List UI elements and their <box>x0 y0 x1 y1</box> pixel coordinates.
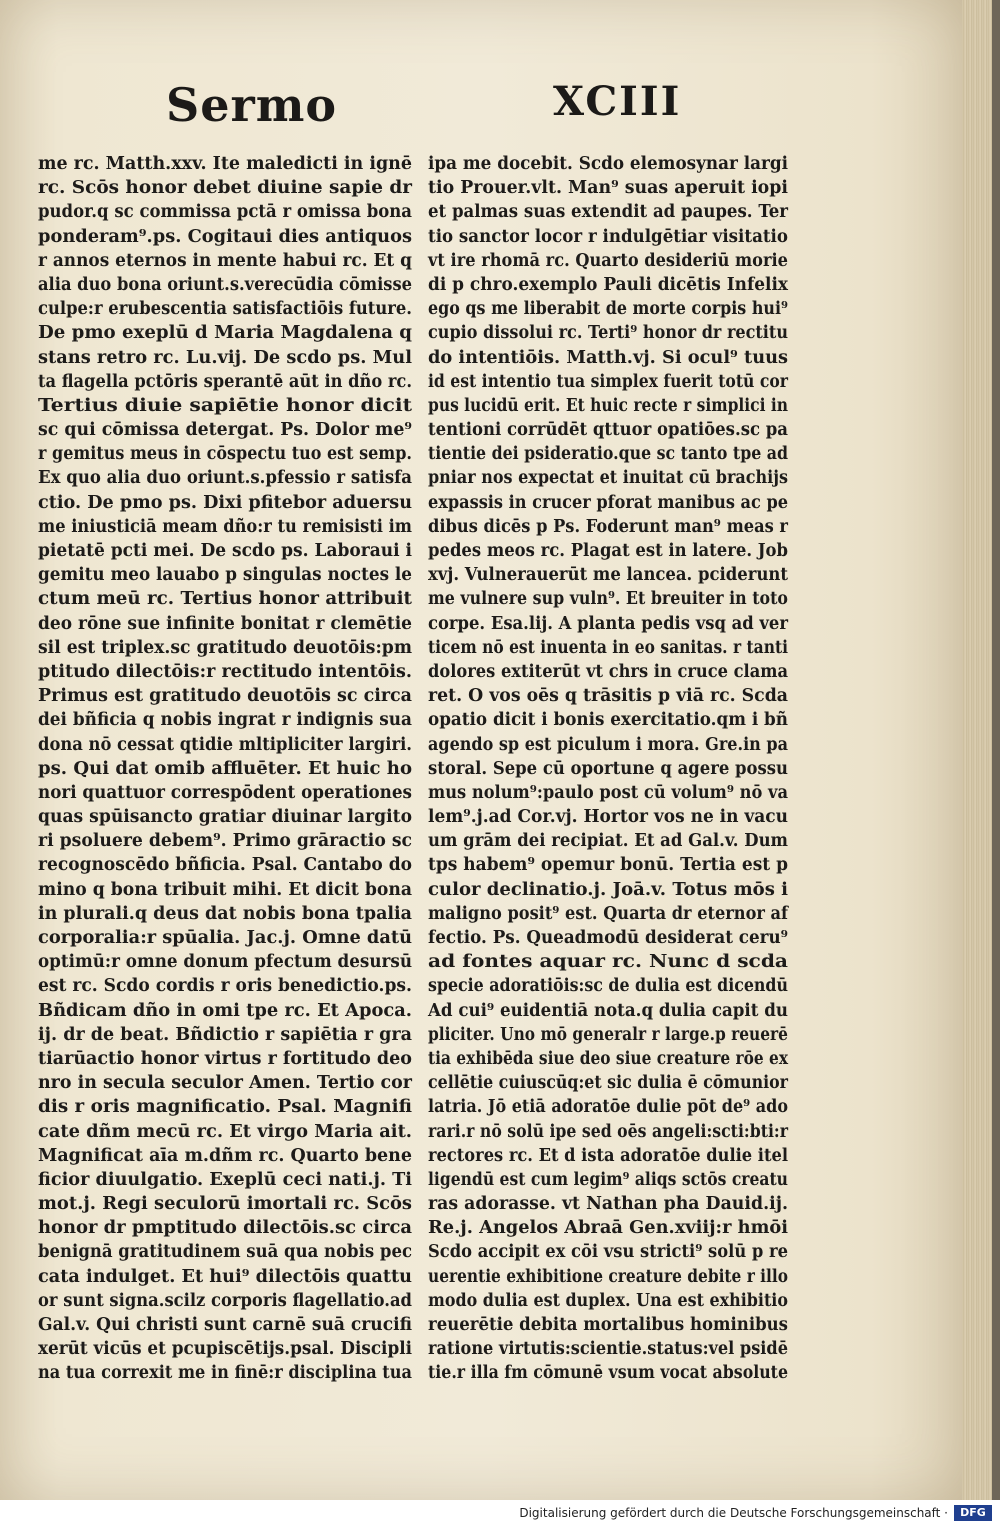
text-line: fectio. Ps. Queadmodū desiderat ceru⁹ <box>428 928 788 948</box>
text-line: agendo sp est piculum i mora. Gre.in pa <box>428 734 788 755</box>
text-line: me iniusticiā meam dño:r tu remisisti im <box>38 516 412 537</box>
text-line: quas spūisancto gratiar diuinar largito <box>38 807 412 828</box>
text-line: pniar nos expectat et inuitat cū brachijs <box>428 468 788 489</box>
text-line: ctio. De pmo ps. Dixi pfitebor aduersu <box>38 492 412 513</box>
text-line: lem⁹.j.ad Cor.vj. Hortor vos ne in vacu <box>428 807 788 828</box>
text-line: tiarūactio honor virtus r fortitudo deo <box>38 1048 412 1069</box>
text-line: cellētie cuiuscūq:et sic dulia ē cōmunior <box>428 1073 788 1094</box>
text-line: tie.r illa fm cōmunē vsum vocat absolute <box>428 1363 788 1384</box>
text-column-right <box>428 152 837 1386</box>
text-line: tientie dei psideratio.que sc tanto tpe ad <box>428 444 788 465</box>
text-line: me rc. Matth.xxv. Ite maledicti in ignē <box>38 154 412 174</box>
text-line: na tua correxit me in finē:r disciplina tua <box>38 1363 412 1384</box>
text-line: nori quattuor correspōdent operationes <box>38 782 412 803</box>
text-line: mus nolum⁹:paulo post cū volum⁹ nō va <box>428 782 788 803</box>
text-line: recognoscēdo bñficia. Psal. Cantabo do <box>38 855 412 876</box>
text-line: me vulnere sup vuln⁹. Et breuiter in toto <box>428 589 788 610</box>
page-edges <box>962 0 1000 1500</box>
text-line: dolores extiterūt vt chrs in cruce clama <box>428 661 788 682</box>
funding-credit: Digitalisierung gefördert durch die Deutsche Forschungsgemeinschaft · <box>519 1506 948 1520</box>
text-line: Bñdicam dño in omi tpe rc. Et Apoca. <box>38 1000 412 1021</box>
text-line: or sunt signa.scilz corporis flagellatio.ad <box>38 1290 412 1311</box>
text-line: corpe. Esa.lij. A planta pedis vsq ad ver <box>428 613 788 634</box>
dfg-logo-icon: DFG <box>954 1505 992 1521</box>
text-line: ratione virtutis:scientie.status:vel psidē <box>428 1339 788 1360</box>
text-line: benignā gratitudinem suā qua nobis pec <box>38 1242 412 1263</box>
text-line: rectores rc. Et d ista adoratōe dulie itel <box>428 1145 788 1166</box>
text-line: dona nō cessat qtidie mltipliciter largiri. <box>38 734 412 755</box>
text-line: dibus dicēs p Ps. Foderunt man⁹ meas r <box>428 516 788 537</box>
text-line: Magnificat aīa m.dñm rc. Quarto bene <box>38 1145 412 1166</box>
text-line: ipa me docebit. Scdo elemosynar largi <box>428 154 788 174</box>
text-line: pietatē pcti mei. De scdo ps. Laboraui i <box>38 541 412 561</box>
text-line: sc qui cōmissa detergat. Ps. Dolor me⁹ <box>38 420 412 441</box>
text-line: xvj. Vulnerauerūt me lancea. pciderunt <box>428 565 788 586</box>
text-line: id est intentio tua simplex fuerit totū cor <box>428 371 788 392</box>
text-line: alia duo bona oriunt.s.verecūdia cōmisse <box>38 274 412 295</box>
text-line: tia exhibēda siue deo siue creature rōe ex <box>428 1048 788 1069</box>
text-line: dei bñficia q nobis ingrat r indignis sua <box>38 710 412 731</box>
text-line: honor dr pmptitudo dilectōis.sc circa <box>38 1218 412 1239</box>
text-line: tio sanctor locor r indulgētiar visitatio <box>428 226 788 247</box>
text-line: mot.j. Regi seculorū imortali rc. Scōs <box>38 1194 413 1215</box>
footer-bar <box>0 1500 1000 1527</box>
text-line: uerentie exhibitione creature debite r illo <box>428 1266 788 1287</box>
text-line: storal. Sepe cū oportune q agere possu <box>428 758 788 779</box>
text-line: in plurali.q deus dat nobis bona tpalia <box>38 903 412 924</box>
text-line: Ad cui⁹ euidentiā nota.q dulia capit du <box>428 1000 788 1021</box>
text-line: Tertius diuie sapiētie honor dicit <box>38 395 412 416</box>
text-line: r gemitus meus in cōspectu tuo est semp. <box>38 444 412 465</box>
text-line: ticem nō est inuenta in eo sanitas. r tanti <box>428 637 788 658</box>
text-line: Scdo accipit ex cōi vsu stricti⁹ solū p re <box>428 1242 788 1263</box>
text-line: sil est triplex.sc gratitudo deuotōis:pm <box>38 637 412 658</box>
text-line: stans retro rc. Lu.vij. De scdo ps. Mul <box>38 347 412 368</box>
text-line: Ex quo alia duo oriunt.s.pfessio r satisfa <box>38 468 412 489</box>
text-line: est rc. Scdo cordis r oris benedictio.ps. <box>38 976 412 997</box>
text-line: ps. Qui dat omib affluēter. Et huic ho <box>38 758 412 779</box>
text-line: ponderam⁹.ps. Cogitaui dies antiquos <box>38 226 412 247</box>
text-line: tentioni corrūdēt qttuor opatiōes.sc pa <box>428 420 788 441</box>
text-line: corporalia:r spūalia. Jac.j. Omne datū <box>38 928 412 948</box>
text-line: latria. Jō etiā adoratōe dulie pōt de⁹ ado <box>428 1097 788 1118</box>
text-line: um grām dei recipiat. Et ad Gal.v. Dum <box>428 831 788 852</box>
running-heading-left: Sermo <box>166 78 338 132</box>
text-line: mino q bona tribuit mihi. Et dicit bona <box>38 879 412 900</box>
text-line: vt ire rhomā rc. Quarto desideriū morie <box>428 250 788 271</box>
text-line: expassis in crucer pforat manibus ac pe <box>428 492 788 513</box>
text-line: dis r oris magnificatio. Psal. Magnifi <box>38 1097 412 1118</box>
text-line: ret. O vos oēs q trāsitis p viā rc. Scda <box>428 686 788 707</box>
text-line: rc. Scōs honor debet diuine sapie dr <box>38 178 412 199</box>
text-line: pliciter. Uno mō generalr r large.p reuerē <box>428 1024 788 1045</box>
text-line: nro in secula seculor Amen. Tertio cor <box>38 1073 412 1094</box>
text-line: di p chro.exemplo Pauli dicētis Infelix <box>428 274 788 295</box>
text-line: Primus est gratitudo deuotōis sc circa <box>38 686 412 707</box>
text-line: tps habem⁹ opemur bonū. Tertia est p <box>428 855 788 876</box>
text-line: opatio dicit i bonis exercitatio.qm i bñ <box>428 710 788 731</box>
text-line: ligendū est cum legim⁹ aliqs sctōs creatu <box>428 1169 788 1190</box>
text-line: cupio dissolui rc. Terti⁹ honor dr rectitu <box>428 323 788 344</box>
text-line: ficior diuulgatio. Exeplū ceci nati.j. Ti <box>38 1169 412 1190</box>
folio-number: XCIII <box>553 78 682 125</box>
text-line: Re.j. Angelos Abraā Gen.xviij:r hmōi <box>428 1218 788 1239</box>
text-line: ctum meū rc. Tertius honor attribuit <box>38 589 412 610</box>
text-line: Gal.v. Qui christi sunt carnē suā crucifi <box>38 1315 412 1335</box>
text-line: do intentiōis. Matth.vj. Si ocul⁹ tuus <box>428 347 788 368</box>
text-line: culpe:r erubescentia satisfactiōis future. <box>38 299 412 320</box>
text-line: pudor.q sc commissa pctā r omissa bona <box>38 202 412 223</box>
text-line: maligno posit⁹ est. Quarta dr eternor af <box>428 903 788 924</box>
text-line: reuerētie debita mortalibus hominibus <box>428 1315 788 1335</box>
text-line: ri psoluere debem⁹. Primo grāractio sc <box>38 831 412 852</box>
text-line: ras adorasse. vt Nathan pha Dauid.ij. <box>428 1194 788 1215</box>
text-line: ta flagella pctōris sperantē aūt in dño rc. <box>38 371 412 392</box>
text-line: optimū:r omne donum pfectum desursū <box>38 952 412 973</box>
text-line: tio Prouer.vlt. Man⁹ suas aperuit iopi <box>428 178 788 199</box>
text-line: rari.r nō solū ipe sed oēs angeli:scti:bti:r <box>428 1121 788 1142</box>
text-line: cate dñm mecū rc. Et virgo Maria ait. <box>38 1121 412 1142</box>
text-line: specie adoratiōis:sc de dulia est dicendū <box>428 976 788 997</box>
text-line: deo rōne sue infinite bonitat r clemētie <box>38 613 412 634</box>
text-line: ad fontes aquar rc. Nunc d scda <box>428 952 788 973</box>
text-line: pus lucidū erit. Et huic recte r simplici in <box>428 395 788 416</box>
text-line: ptitudo dilectōis:r rectitudo intentōis. <box>38 661 412 682</box>
text-line: pedes meos rc. Plagat est in latere. Job <box>428 541 788 561</box>
text-line: r annos eternos in mente habui rc. Et q <box>38 250 412 271</box>
text-line: gemitu meo lauabo p singulas noctes le <box>38 565 412 586</box>
text-line: De pmo exeplū d Maria Magdalena q <box>38 323 413 344</box>
text-line: ij. dr de beat. Bñdictio r sapiētia r gra <box>38 1024 412 1045</box>
text-line: ego qs me liberabit de morte corpis hui⁹ <box>428 299 788 320</box>
text-line: culor declinatio.j. Joā.v. Totus mōs i <box>428 879 788 900</box>
text-line: et palmas suas extendit ad paupes. Ter <box>428 202 788 223</box>
text-line: modo dulia est duplex. Una est exhibitio <box>428 1290 788 1311</box>
text-column-left <box>38 152 447 1386</box>
text-line: xerūt vicūs et pcupiscētijs.psal. Discipli <box>38 1339 412 1360</box>
text-line: cata indulget. Et hui⁹ dilectōis quattu <box>38 1266 412 1287</box>
